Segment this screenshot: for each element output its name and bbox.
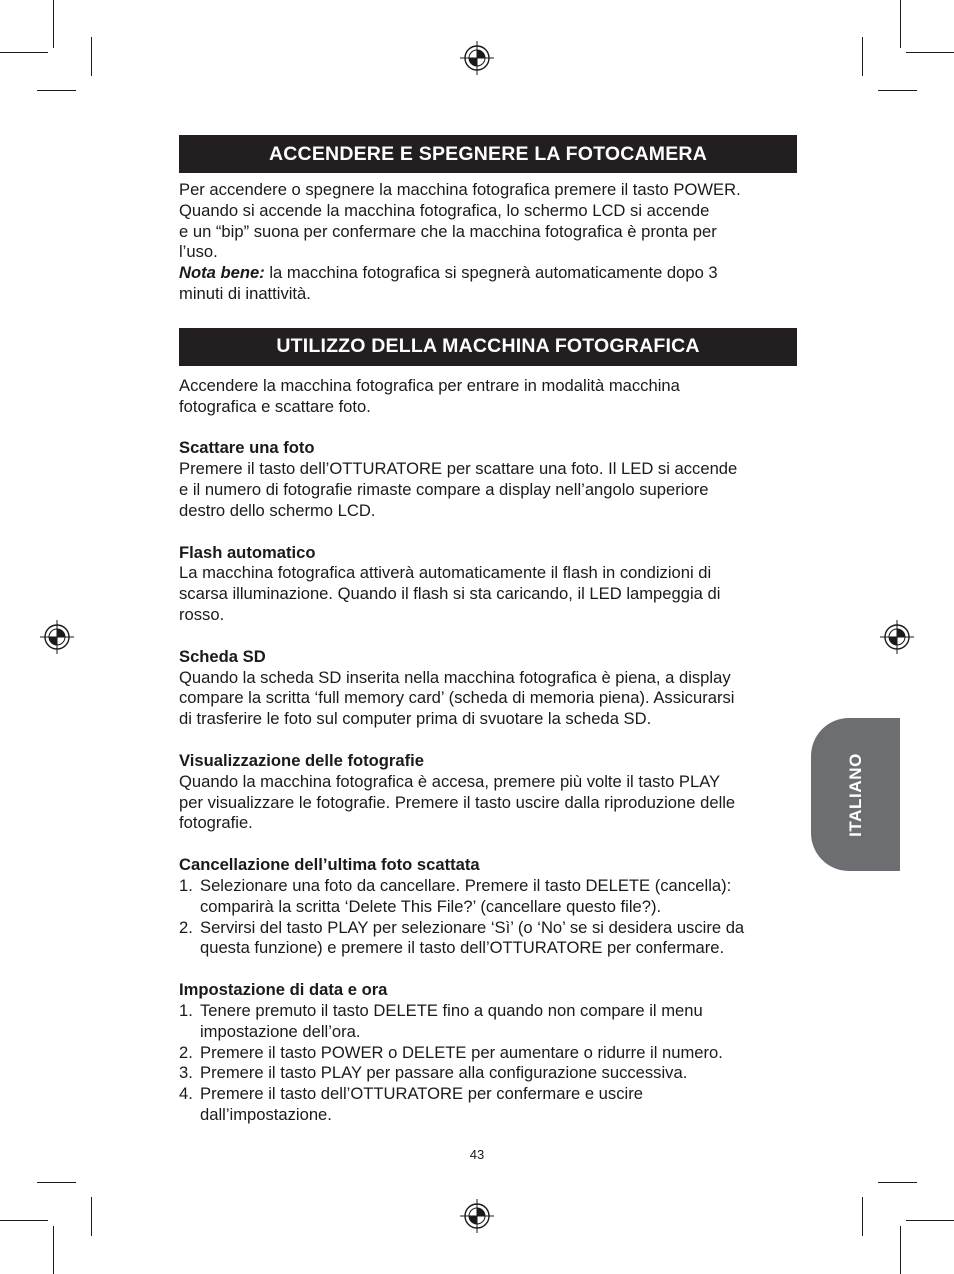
text-line: l’uso. [179,242,218,262]
crop-mark [37,1182,76,1183]
subheading-sd-card: Scheda SD [179,646,266,666]
subheading-view-photos: Visualizzazione delle fotografie [179,750,424,770]
list-item-number: 2. [179,917,193,937]
list-item-line: Premere il tasto PLAY per passare alla configurazione successiva. [200,1063,688,1083]
crop-mark [37,90,76,91]
page-content [179,135,797,1126]
text-line: fotografie. [179,813,253,833]
crop-mark [91,1197,92,1236]
datetime-steps-list [179,1001,797,1126]
list-item [179,1043,797,1064]
crop-mark [53,1226,54,1274]
list-item [179,918,797,960]
text-line: minuti di inattività. [179,283,311,303]
text-line: fotografica e scattare foto. [179,396,371,416]
text-line: per visualizzare le fotografie. Premere il tasto uscire dalla riproduzione delle [179,792,736,812]
crop-mark [878,1182,917,1183]
text-line: scarsa illuminazione. Quando il flash si sta caricando, il LED lampeggia di [179,584,721,604]
list-item-line: Premere il tasto POWER o DELETE per aumentare o ridurre il numero. [200,1042,723,1062]
power-paragraph [179,180,797,305]
list-item-line: dall’impostazione. [200,1104,332,1124]
crop-mark [862,1197,863,1236]
language-side-tab [811,718,900,871]
text-line: e il numero di fotografie rimaste compare a display nell’angolo superiore [179,479,709,499]
list-item-line: Premere il tasto dell’OTTURATORE per confermare e uscire [200,1084,643,1104]
note-text: la macchina fotografica si spegnerà automaticamente dopo 3 [264,263,718,283]
text-line: rosso. [179,604,225,624]
list-item-number: 1. [179,1000,193,1020]
crop-mark [900,0,901,48]
section-heading-use [179,328,797,366]
list-item-number: 2. [179,1042,193,1062]
text-line: Quando la macchina fotografica è accesa, premere più volte il tasto PLAY [179,771,721,791]
list-item-line: comparirà la scritta ‘Delete This File?’ (cancellare questo file?). [200,896,662,916]
list-item [179,1001,797,1043]
text-line: La macchina fotografica attiverà automaticamente il flash in condizioni di [179,563,712,583]
list-item-number: 3. [179,1063,193,1083]
registration-mark-icon [460,41,494,75]
crop-mark [900,1226,901,1274]
crop-mark [906,52,954,53]
list-item-number: 4. [179,1084,193,1104]
crop-mark [91,37,92,76]
crop-mark [906,1220,954,1221]
text-line: Quando si accende la macchina fotografica, lo schermo LCD si accende [179,200,710,220]
section-heading-text: UTILIZZO DELLA MACCHINA FOTOGRAFICA [276,335,700,358]
section-heading-power [179,135,797,173]
crop-mark [0,1220,48,1221]
list-item-number: 1. [179,875,193,895]
subheading-take-photo: Scattare una foto [179,438,315,458]
crop-mark [53,0,54,48]
section-heading-text: ACCENDERE E SPEGNERE LA FOTOCAMERA [268,142,707,165]
text-line: di trasferire le foto sul computer prima di svuotare la scheda SD. [179,709,652,729]
list-item [179,1084,797,1126]
delete-steps-list [179,876,797,959]
note-line [179,263,797,284]
list-item-line: impostazione dell’ora. [200,1021,361,1041]
text-line: Per accendere o spegnere la macchina fotografica premere il tasto POWER. [179,180,741,199]
crop-mark [0,52,48,53]
registration-mark-icon [40,620,74,654]
list-item-line: Tenere premuto il tasto DELETE fino a quando non compare il menu [200,1000,703,1020]
list-item-line: Servirsi del tasto PLAY per selezionare ‘Sì’ (o ‘No’ se si desidera uscire da [200,917,745,937]
subheading-date-time: Impostazione di data e ora [179,980,388,1000]
text-line: destro dello schermo LCD. [179,500,376,520]
text-line: Accendere la macchina fotografica per entrare in modalità macchina [179,375,680,395]
page-number: 43 [469,1147,485,1162]
list-item-line: Selezionare una foto da cancellare. Premere il tasto DELETE (cancella): [200,875,732,895]
text-line: Quando la scheda SD inserita nella macchina fotografica è piena, a display [179,667,731,687]
registration-mark-icon [460,1199,494,1233]
list-item [179,1063,797,1084]
crop-mark [862,37,863,76]
language-tab-label: ITALIANO [845,752,865,837]
subheading-delete-last-photo: Cancellazione dell’ultima foto scattata [179,855,480,875]
text-line: e un “bip” suona per confermare che la macchina fotografica è pronta per [179,221,717,241]
list-item-line: questa funzione) e premere il tasto dell’OTTURATORE per confermare. [200,938,725,958]
text-line: Premere il tasto dell’OTTURATORE per scattare una foto. Il LED si accende [179,459,738,479]
use-section [179,376,797,1126]
list-item [179,876,797,918]
text-line: compare la scritta ‘full memory card’ (scheda di memoria piena). Assicurarsi [179,688,735,708]
crop-mark [878,90,917,91]
subheading-flash: Flash automatico [179,542,316,562]
note-label: Nota bene: [179,263,265,283]
registration-mark-icon [880,620,914,654]
